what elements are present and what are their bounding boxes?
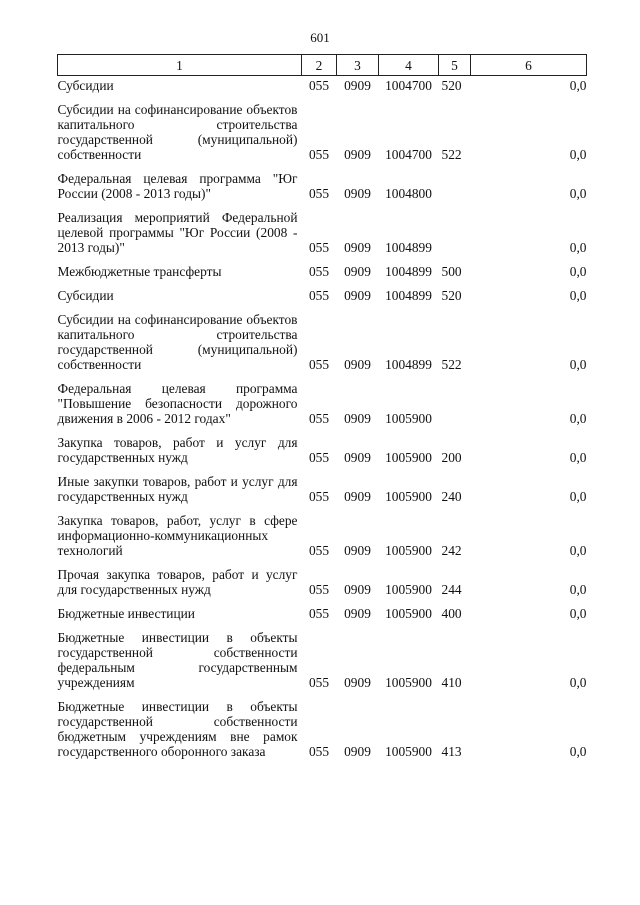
row-name: Иные закупки товаров, работ и услуг для государственных нужд bbox=[57, 474, 298, 504]
row-amount: 0,0 bbox=[569, 78, 587, 93]
table-row bbox=[58, 465, 587, 504]
row-expense-type: 410 bbox=[441, 675, 462, 690]
row-section-code: 0909 bbox=[344, 78, 371, 93]
row-name: Бюджетные инвестиции bbox=[57, 606, 195, 621]
row-target-code: 1004899 bbox=[385, 264, 432, 279]
row-expense-type: 200 bbox=[441, 450, 462, 465]
header-col-5: 5 bbox=[439, 55, 471, 76]
row-chapter-code: 055 bbox=[308, 78, 330, 93]
row-target-code: 1005900 bbox=[385, 450, 432, 465]
row-expense-type: 500 bbox=[441, 264, 462, 279]
row-expense-type: 520 bbox=[441, 78, 462, 93]
row-expense-type: 242 bbox=[441, 543, 462, 558]
table-row bbox=[58, 504, 587, 558]
row-section-code: 0909 bbox=[344, 744, 371, 759]
row-amount: 0,0 bbox=[569, 543, 587, 558]
row-expense-type: 244 bbox=[441, 582, 462, 597]
row-name: Бюджетные инвестиции в объекты государственной собственности федеральным государственным учреждениям bbox=[57, 630, 298, 690]
row-name: Прочая закупка товаров, работ и услуг для государственных нужд bbox=[57, 567, 298, 597]
header-col-1: 1 bbox=[58, 55, 302, 76]
row-chapter-code: 055 bbox=[308, 264, 330, 279]
row-target-code: 1004899 bbox=[385, 357, 432, 372]
row-amount: 0,0 bbox=[569, 147, 587, 162]
row-target-code: 1004700 bbox=[385, 78, 432, 93]
row-section-code: 0909 bbox=[344, 606, 371, 621]
row-amount: 0,0 bbox=[569, 288, 587, 303]
budget-table bbox=[57, 54, 587, 759]
row-target-code: 1004800 bbox=[385, 186, 432, 201]
row-amount: 0,0 bbox=[569, 264, 587, 279]
row-section-code: 0909 bbox=[344, 543, 371, 558]
row-expense-type: 522 bbox=[441, 357, 462, 372]
row-target-code: 1005900 bbox=[385, 744, 432, 759]
row-target-code: 1004899 bbox=[385, 240, 432, 255]
row-section-code: 0909 bbox=[344, 288, 371, 303]
row-expense-type bbox=[439, 201, 471, 255]
row-name: Межбюджетные трансферты bbox=[57, 264, 222, 279]
row-target-code: 1005900 bbox=[385, 411, 432, 426]
row-chapter-code: 055 bbox=[308, 240, 330, 255]
row-section-code: 0909 bbox=[344, 450, 371, 465]
row-chapter-code: 055 bbox=[308, 450, 330, 465]
row-amount: 0,0 bbox=[569, 411, 587, 426]
row-name: Федеральная целевая программа "Юг России (2008 - 2013 годы)" bbox=[57, 171, 298, 201]
row-amount: 0,0 bbox=[569, 357, 587, 372]
row-chapter-code: 055 bbox=[308, 744, 330, 759]
row-expense-type: 520 bbox=[441, 288, 462, 303]
row-target-code: 1005900 bbox=[385, 606, 432, 621]
table-row bbox=[58, 690, 587, 759]
table-row bbox=[58, 558, 587, 597]
row-target-code: 1004899 bbox=[385, 288, 432, 303]
row-target-code: 1005900 bbox=[385, 582, 432, 597]
row-name: Субсидии bbox=[57, 288, 114, 303]
header-col-2: 2 bbox=[302, 55, 337, 76]
row-amount: 0,0 bbox=[569, 744, 587, 759]
row-section-code: 0909 bbox=[344, 675, 371, 690]
row-section-code: 0909 bbox=[344, 147, 371, 162]
table-header-row bbox=[58, 55, 587, 76]
row-section-code: 0909 bbox=[344, 582, 371, 597]
row-section-code: 0909 bbox=[344, 489, 371, 504]
row-expense-type: 400 bbox=[441, 606, 462, 621]
row-chapter-code: 055 bbox=[308, 543, 330, 558]
page-number: 601 bbox=[310, 30, 330, 45]
row-expense-type bbox=[439, 162, 471, 201]
row-target-code: 1005900 bbox=[385, 489, 432, 504]
row-expense-type: 413 bbox=[441, 744, 462, 759]
row-section-code: 0909 bbox=[344, 240, 371, 255]
header-col-4: 4 bbox=[379, 55, 439, 76]
table-row bbox=[58, 303, 587, 372]
row-section-code: 0909 bbox=[344, 411, 371, 426]
row-expense-type: 522 bbox=[441, 147, 462, 162]
row-chapter-code: 055 bbox=[308, 582, 330, 597]
table-body bbox=[58, 76, 587, 760]
row-chapter-code: 055 bbox=[308, 357, 330, 372]
row-section-code: 0909 bbox=[344, 357, 371, 372]
row-amount: 0,0 bbox=[569, 606, 587, 621]
row-name: Субсидии bbox=[57, 78, 114, 93]
table-row bbox=[58, 597, 587, 621]
row-section-code: 0909 bbox=[344, 264, 371, 279]
row-amount: 0,0 bbox=[569, 186, 587, 201]
row-chapter-code: 055 bbox=[308, 489, 330, 504]
row-chapter-code: 055 bbox=[308, 675, 330, 690]
row-name: Субсидии на софинансирование объектов капитального строительства государственной (муниципальной) собственности bbox=[57, 102, 298, 162]
row-amount: 0,0 bbox=[569, 489, 587, 504]
row-amount: 0,0 bbox=[569, 240, 587, 255]
row-expense-type bbox=[439, 372, 471, 426]
row-chapter-code: 055 bbox=[308, 288, 330, 303]
row-chapter-code: 055 bbox=[308, 186, 330, 201]
row-name: Закупка товаров, работ и услуг для государственных нужд bbox=[57, 435, 298, 465]
table-row bbox=[58, 279, 587, 303]
row-name: Закупка товаров, работ, услуг в сфере информационно-коммуникационных технологий bbox=[57, 513, 298, 558]
table-row bbox=[58, 162, 587, 201]
header-col-6: 6 bbox=[471, 55, 587, 76]
table-row bbox=[58, 426, 587, 465]
row-amount: 0,0 bbox=[569, 582, 587, 597]
row-chapter-code: 055 bbox=[308, 411, 330, 426]
table-row bbox=[58, 76, 587, 94]
header-col-3: 3 bbox=[337, 55, 379, 76]
row-amount: 0,0 bbox=[569, 675, 587, 690]
row-chapter-code: 055 bbox=[308, 147, 330, 162]
table-row bbox=[58, 255, 587, 279]
row-name: Федеральная целевая программа "Повышение безопасности дорожного движения в 2006 - 2012 годах" bbox=[57, 381, 298, 426]
table-row bbox=[58, 372, 587, 426]
row-target-code: 1005900 bbox=[385, 675, 432, 690]
row-target-code: 1004700 bbox=[385, 147, 432, 162]
row-expense-type: 240 bbox=[441, 489, 462, 504]
row-section-code: 0909 bbox=[344, 186, 371, 201]
row-name: Бюджетные инвестиции в объекты государственной собственности бюджетным учреждениям вне рамок государственного оборонного заказа bbox=[57, 699, 298, 759]
row-amount: 0,0 bbox=[569, 450, 587, 465]
row-target-code: 1005900 bbox=[385, 543, 432, 558]
row-name: Субсидии на софинансирование объектов капитального строительства государственной (муниципальной) собственности bbox=[57, 312, 298, 372]
table-row bbox=[58, 621, 587, 690]
table-row bbox=[58, 93, 587, 162]
row-name: Реализация мероприятий Федеральной целевой программы "Юг России (2008 - 2013 годы)" bbox=[57, 210, 298, 255]
table-row bbox=[58, 201, 587, 255]
row-chapter-code: 055 bbox=[308, 606, 330, 621]
